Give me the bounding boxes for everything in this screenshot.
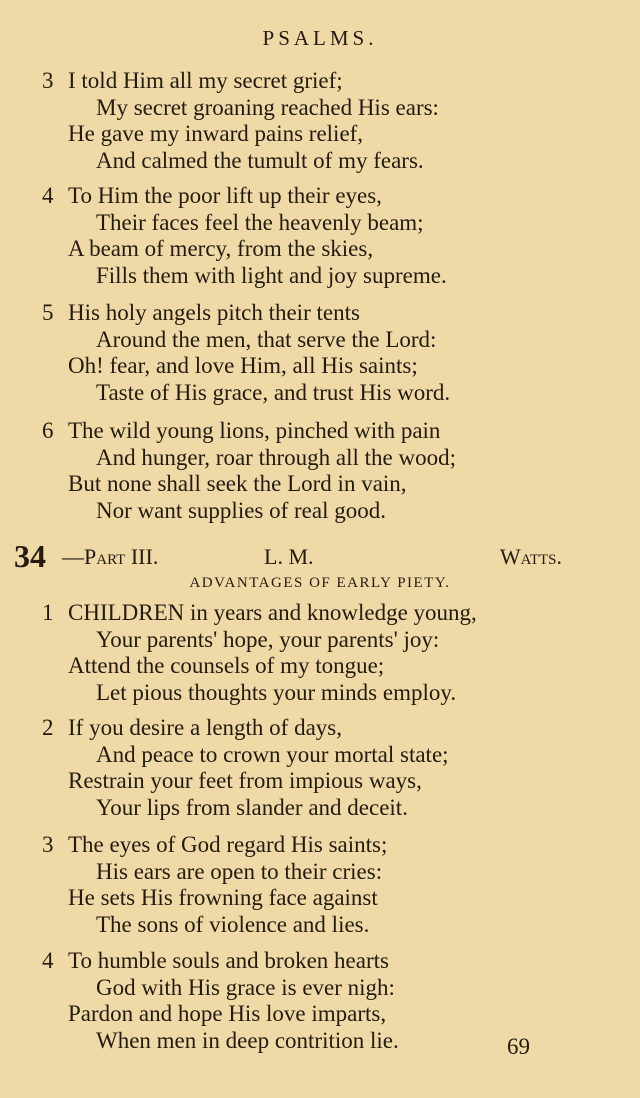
hymn-heading bbox=[0, 538, 640, 574]
verse-text: CHILDREN in years and knowledge young, bbox=[68, 600, 477, 625]
hymn-subtitle: ADVANTAGES OF EARLY PIETY. bbox=[189, 575, 451, 591]
verse-line bbox=[0, 68, 640, 95]
stanza bbox=[0, 183, 640, 289]
stanza bbox=[0, 418, 640, 524]
verse-line bbox=[0, 653, 640, 680]
stanza-number: 3 bbox=[42, 832, 54, 857]
verse-text: God with His grace is ever nigh: bbox=[96, 974, 395, 1000]
hymn-number: 34 bbox=[14, 538, 46, 574]
verse-line bbox=[0, 768, 640, 795]
verse-line bbox=[0, 471, 640, 498]
verse-line bbox=[0, 183, 640, 210]
verse-line bbox=[0, 498, 640, 525]
verse-text: He gave my inward pains relief, bbox=[68, 121, 364, 146]
hymn-author: Watts. bbox=[499, 544, 562, 569]
stanza-number: 3 bbox=[42, 68, 54, 93]
verse-text: Attend the counsels of my tongue; bbox=[68, 653, 385, 678]
verse-text: Around the men, that serve the Lord: bbox=[96, 326, 437, 352]
verse-text: Fills them with light and joy supreme. bbox=[96, 262, 447, 288]
verse-line bbox=[0, 600, 640, 627]
verse-text: If you desire a length of days, bbox=[68, 715, 343, 740]
verse-text: My secret groaning reached His ears: bbox=[96, 94, 439, 120]
stanza bbox=[0, 600, 640, 706]
hymn-meter: L. M. bbox=[264, 544, 314, 569]
stanza bbox=[0, 300, 640, 406]
verse-text: And hunger, roar through all the wood; bbox=[96, 444, 456, 470]
verse-text: Taste of His grace, and trust His word. bbox=[96, 379, 451, 405]
verse-text: The sons of violence and lies. bbox=[96, 911, 370, 937]
verse-text: Oh! fear, and love Him, all His saints; bbox=[68, 353, 418, 378]
stanza-number: 6 bbox=[42, 418, 54, 443]
stanza-number: 4 bbox=[42, 948, 54, 973]
verse-text: To humble souls and broken hearts bbox=[68, 948, 389, 973]
stanza bbox=[0, 948, 640, 1054]
verse-line bbox=[0, 859, 640, 886]
verse-text: Their faces feel the heavenly beam; bbox=[96, 209, 424, 235]
verse-text: Nor want supplies of real good. bbox=[96, 497, 386, 523]
verse-line bbox=[0, 353, 640, 380]
verse-line bbox=[0, 975, 640, 1002]
verse-line bbox=[0, 445, 640, 472]
verse-text: I told Him all my secret grief; bbox=[68, 68, 343, 93]
verse-text: His ears are open to their cries: bbox=[96, 858, 383, 884]
verse-text: And peace to crown your mortal state; bbox=[96, 741, 449, 767]
verse-text: The eyes of God regard His saints; bbox=[68, 832, 388, 857]
verse-line bbox=[0, 121, 640, 148]
stanza-number: 4 bbox=[42, 183, 54, 208]
verse-line bbox=[0, 300, 640, 327]
verse-line bbox=[0, 680, 640, 707]
verse-text: Your parents' hope, your parents' joy: bbox=[96, 626, 440, 652]
stanza-number: 5 bbox=[42, 300, 54, 325]
verse-text: And calmed the tumult of my fears. bbox=[96, 147, 424, 173]
verse-text: His holy angels pitch their tents bbox=[68, 300, 360, 325]
verse-line bbox=[0, 327, 640, 354]
verse-line bbox=[0, 95, 640, 122]
verse-line bbox=[0, 715, 640, 742]
verse-line bbox=[0, 210, 640, 237]
verse-line bbox=[0, 885, 640, 912]
verse-line bbox=[0, 948, 640, 975]
verse-line bbox=[0, 418, 640, 445]
verse-text: Pardon and hope His love imparts, bbox=[68, 1001, 387, 1026]
verse-line bbox=[0, 742, 640, 769]
verse-line bbox=[0, 1001, 640, 1028]
verse-line bbox=[0, 627, 640, 654]
verse-line bbox=[0, 380, 640, 407]
stanza bbox=[0, 832, 640, 938]
verse-line bbox=[0, 832, 640, 859]
verse-line bbox=[0, 236, 640, 263]
stanza-number: 2 bbox=[42, 715, 54, 740]
verse-text: To Him the poor lift up their eyes, bbox=[68, 183, 382, 208]
verse-text: But none shall seek the Lord in vain, bbox=[68, 471, 407, 496]
verse-text: The wild young lions, pinched with pain bbox=[68, 418, 441, 443]
verse-text: When men in deep contrition lie. bbox=[96, 1027, 399, 1053]
page-number: 69 bbox=[507, 1034, 530, 1059]
verse-line bbox=[0, 912, 640, 939]
stanza bbox=[0, 715, 640, 821]
verse-line bbox=[0, 148, 640, 175]
verse-line bbox=[0, 1028, 640, 1055]
verse-line bbox=[0, 263, 640, 290]
verse-text: A beam of mercy, from the skies, bbox=[68, 236, 374, 261]
stanza bbox=[0, 68, 640, 174]
verse-text: Your lips from slander and deceit. bbox=[96, 794, 408, 820]
verse-line bbox=[0, 795, 640, 822]
verse-text: Restrain your feet from impious ways, bbox=[68, 768, 422, 793]
hymn-part: —Part III. bbox=[62, 544, 159, 569]
running-header: PSALMS. bbox=[262, 26, 378, 50]
stanza-number: 1 bbox=[42, 600, 54, 625]
verse-text: Let pious thoughts your minds employ. bbox=[96, 679, 457, 705]
verse-text: He sets His frowning face against bbox=[68, 885, 378, 910]
